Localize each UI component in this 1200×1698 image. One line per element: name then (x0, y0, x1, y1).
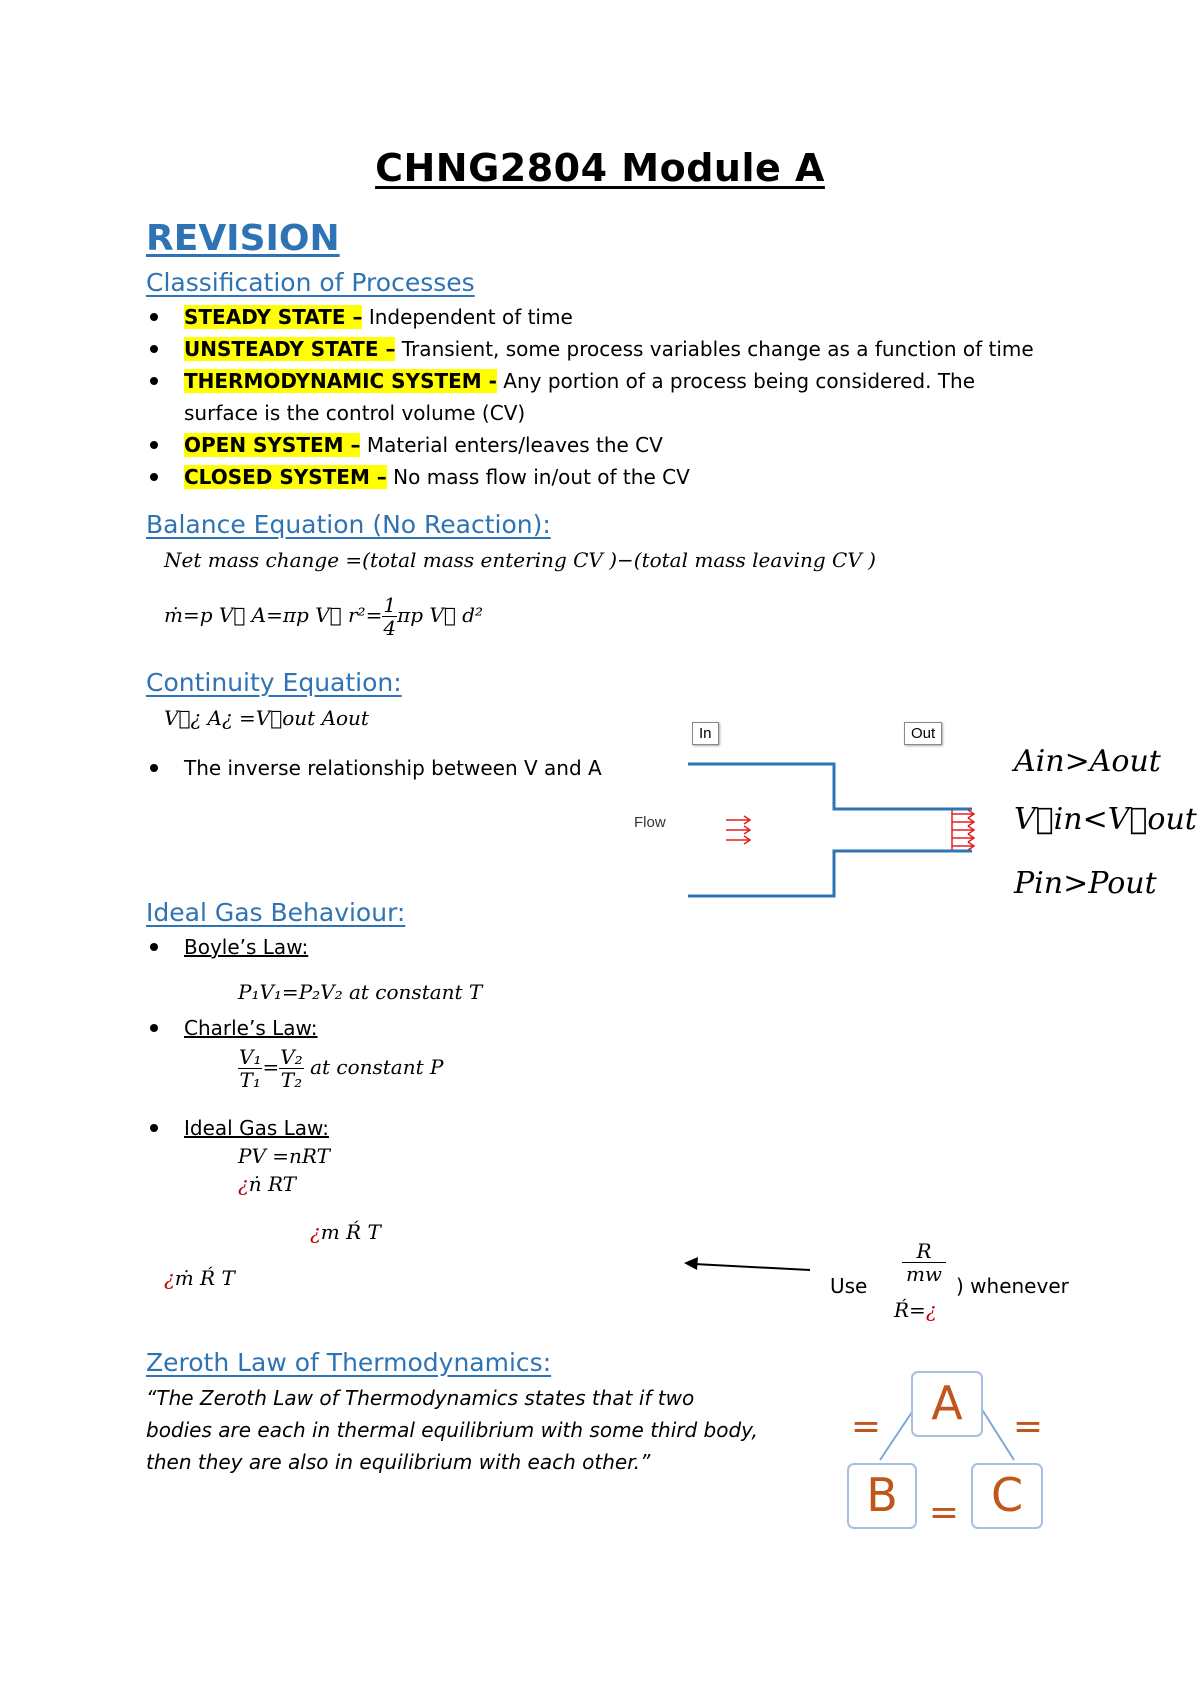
use-fraction (902, 1240, 946, 1285)
out-label: Out (904, 722, 942, 745)
list-item (146, 931, 546, 963)
continuity-list (146, 752, 606, 784)
missing-glyph: ¿ (925, 1298, 937, 1322)
list-item (146, 333, 1046, 365)
ideal-gas-massflow-equation (164, 1266, 235, 1290)
list-item (146, 1012, 546, 1044)
node-b-label: B (866, 1468, 898, 1522)
term-description: Material enters/leaves the CV (360, 433, 663, 457)
flow-label: Flow (634, 814, 666, 831)
term-highlight: UNSTEADY STATE – (184, 337, 396, 361)
node-a-label: A (931, 1376, 963, 1430)
charle-law-name: Charle’s Law: (184, 1016, 318, 1040)
outlet-flow-arrows (952, 810, 974, 850)
charle-condition: at constant P (310, 1055, 444, 1079)
balance-heading: Balance Equation (No Reaction): (146, 510, 551, 539)
equation-text: m Ŕ T (320, 1220, 381, 1244)
ideal-gas-heading: Ideal Gas Behaviour: (146, 898, 406, 927)
boyle-list (146, 931, 546, 963)
area-relation: Ain>Aout (1014, 744, 1161, 779)
equation-text: Ŕ= (894, 1298, 926, 1322)
term-highlight: THERMODYNAMIC SYSTEM - (184, 369, 497, 393)
balance-equation: Net mass change =(total mass entering CV )−(total mass leaving CV ) (164, 548, 876, 572)
zeroth-law-diagram (842, 1368, 1052, 1538)
missing-glyph: ¿ (164, 1266, 175, 1290)
fraction-numerator: V₂ (280, 1045, 303, 1069)
ideal-gas-mass-equation (310, 1220, 381, 1244)
equal-sign-bc: = (928, 1492, 960, 1533)
fraction-denominator: T₂ (280, 1068, 303, 1092)
continuity-equation: V⃗¿ A¿ =V⃗out Aout (164, 706, 369, 730)
fraction-numerator: V₁ (239, 1045, 262, 1069)
mass-flow-right: πp V⃗ d² (397, 603, 484, 627)
equation-text: ṁ Ŕ T (174, 1266, 235, 1290)
classification-list (146, 301, 1046, 493)
term-description: No mass flow in/out of the CV (386, 465, 690, 489)
pipe-bottom-wall (688, 851, 972, 896)
in-label: In (692, 722, 719, 745)
ideal-gas-law-name: Ideal Gas Law: (184, 1116, 329, 1140)
term-description: Transient, some process variables change as a function of time (395, 337, 1034, 361)
boyle-equation: P₁V₁=P₂V₂ at constant T (238, 980, 483, 1004)
equation-text: ṅ RT (248, 1172, 297, 1196)
node-c-label: C (990, 1468, 1024, 1522)
charle-list (146, 1012, 546, 1044)
list-item (146, 461, 1046, 493)
r-hat-definition (894, 1298, 937, 1322)
fraction (279, 1046, 303, 1091)
revision-heading: REVISION (146, 218, 340, 259)
arrow-icon (680, 1252, 814, 1276)
missing-glyph: ¿ (238, 1172, 249, 1196)
classification-heading: Classification of Processes (146, 268, 475, 297)
fraction-numerator: 1 (383, 593, 397, 617)
list-item (146, 301, 1046, 333)
page-title: CHNG2804 Module A (375, 146, 825, 190)
fraction (902, 1240, 946, 1285)
mass-flow-left: ṁ=p V⃗ A=πp V⃗ r²= (164, 603, 383, 627)
fraction-denominator: mw (905, 1262, 943, 1286)
fraction (238, 1046, 262, 1091)
use-prefix: Use (830, 1274, 868, 1298)
fraction (382, 594, 397, 639)
continuity-heading: Continuity Equation: (146, 668, 402, 697)
use-suffix: ) whenever (956, 1274, 1069, 1298)
term-highlight: OPEN SYSTEM – (184, 433, 361, 457)
list-item: The inverse relationship between V and A (146, 752, 606, 784)
list-item (146, 429, 1046, 461)
pipe-diagram (680, 750, 980, 910)
charle-equation: $\frac{\text{V₁}}{\text{T₁}}$ = $\frac{\text{V₂}}{\text{T₂}}$ at constant P (239, 1045, 444, 1092)
pressure-relation: Pin>Pout (1014, 866, 1157, 901)
zeroth-quote: “The Zeroth Law of Thermodynamics states that if two bodies are each in thermal equilibrium with some third body, then they are also in equilibrium with each other.” (146, 1386, 758, 1474)
pipe-top-wall (688, 764, 972, 809)
term-description: Any portion of a process being considered. The surface is the control volume (CV) (184, 369, 976, 425)
term-description: Independent of time (362, 305, 573, 329)
missing-glyph: ¿ (310, 1220, 321, 1244)
inlet-flow-arrows (726, 816, 750, 844)
term-highlight: STEADY STATE – (184, 305, 363, 329)
ideal-gas-list (146, 1112, 546, 1144)
ideal-gas-molar-equation (238, 1172, 296, 1196)
equal-sign-ab: = (850, 1406, 882, 1447)
fraction-denominator: 4 (383, 616, 397, 640)
list-item (146, 1112, 546, 1144)
mass-flow-equation (164, 594, 483, 639)
fraction-denominator: T₁ (239, 1068, 261, 1092)
term-highlight: CLOSED SYSTEM – (184, 465, 387, 489)
list-item (146, 365, 1046, 429)
zeroth-heading: Zeroth Law of Thermodynamics: (146, 1348, 552, 1377)
velocity-relation: V⃗in<V⃗out (1014, 802, 1197, 837)
equal-sign-ac: = (1012, 1406, 1044, 1447)
boyle-law-name: Boyle’s Law: (184, 935, 309, 959)
ideal-gas-equation: PV =nRT (238, 1144, 330, 1168)
fraction-numerator: R (902, 1240, 946, 1263)
